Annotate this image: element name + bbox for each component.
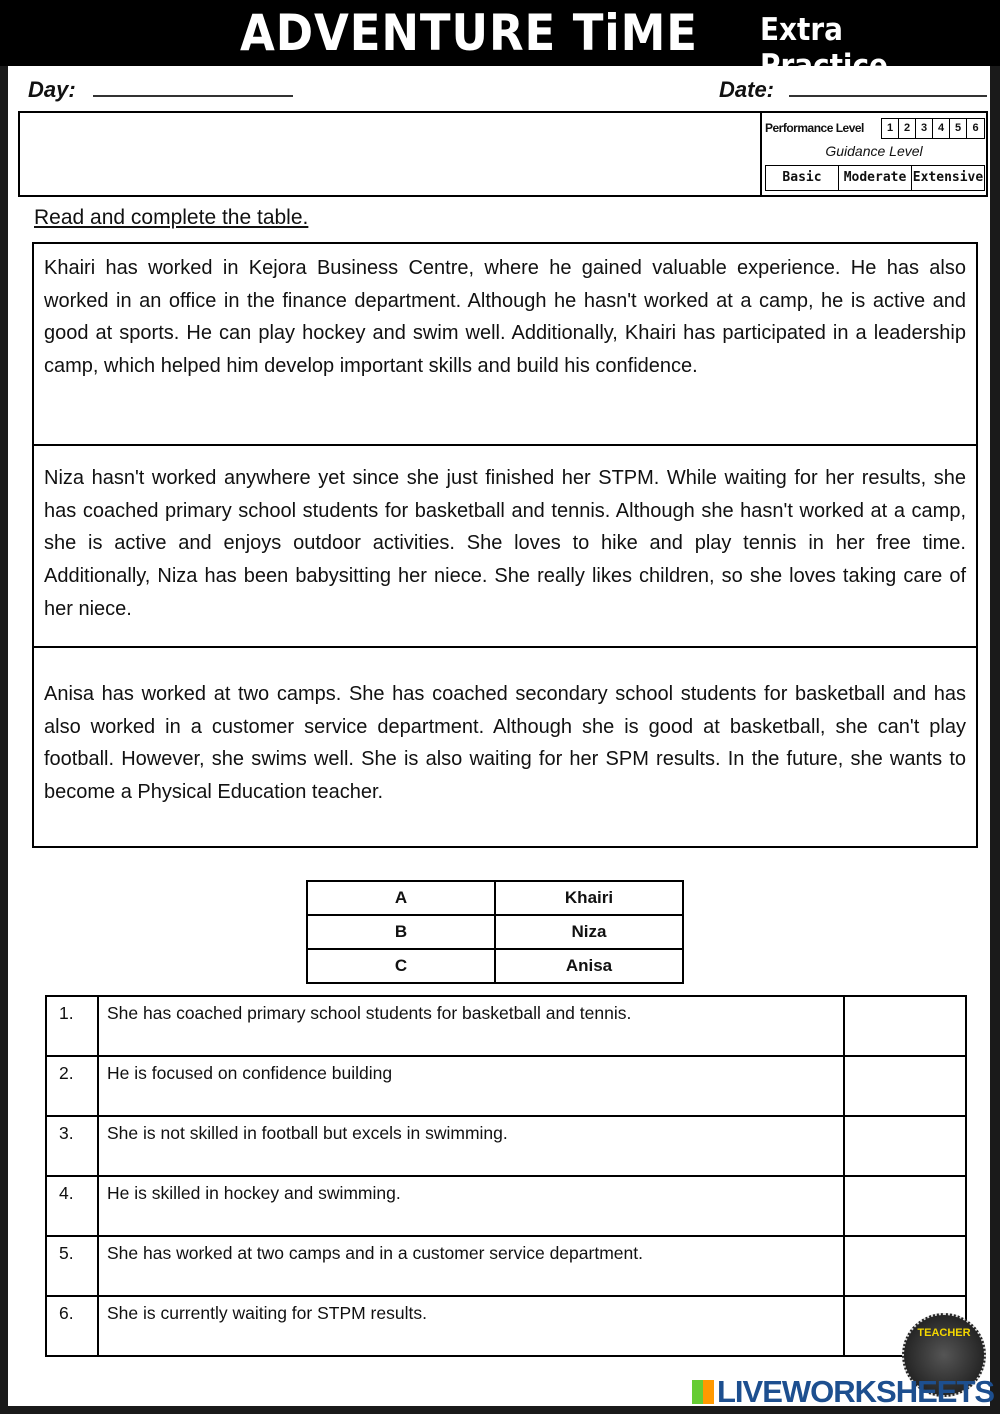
table-row	[46, 1116, 966, 1176]
key-letter: B	[307, 915, 495, 949]
statement-text: He is focused on confidence building	[98, 1056, 844, 1116]
level-4: 4	[933, 119, 950, 138]
guidance-basic: Basic	[766, 166, 839, 190]
statement-text: She is currently waiting for STPM results.	[98, 1296, 844, 1356]
passage-khairi: Khairi has worked in Kejora Business Centre, where he gained valuable experience. He has also worked in an office in the finance department. Although he hasn't worked at a camp, he is active and good at sports. He can play hockey and swim well. Additionally, Khairi has participated in a leadership camp, which helped him develop important skills and build his confidence.	[34, 244, 976, 446]
level-1: 1	[882, 119, 899, 138]
statement-text: She is not skilled in football but excels in swimming.	[98, 1116, 844, 1176]
key-row	[307, 881, 683, 915]
live-icon	[692, 1380, 714, 1404]
statement-text: She has coached primary school students for basketball and tennis.	[98, 996, 844, 1056]
table-row	[46, 1056, 966, 1116]
brand-text: LIVEWORKSHEETS	[717, 1374, 995, 1409]
answers-table	[45, 995, 967, 1357]
statement-number: 4.	[46, 1176, 98, 1236]
table-row	[46, 996, 966, 1056]
answer-input-2[interactable]	[845, 1063, 965, 1113]
performance-levels	[881, 118, 985, 139]
table-row	[46, 1176, 966, 1236]
statement-text: She has worked at two camps and in a customer service department.	[98, 1236, 844, 1296]
date-label: Date:	[719, 77, 775, 102]
statement-number: 3.	[46, 1116, 98, 1176]
passage-niza: Niza hasn't worked anywhere yet since she just finished her STPM. While waiting for her results, she has coached primary school students for basketball and tennis. Although she hasn't worked at a camp, she is active and enjoys outdoor activities. She loves to hike and play tennis in her free time. Additionally, Niza has been babysitting her niece. She really likes children, so she loves taking care of her niece.	[34, 446, 976, 648]
header-banner	[0, 0, 1000, 66]
badge-text: TEACHER	[917, 1327, 971, 1339]
key-name: Niza	[495, 915, 683, 949]
worksheet-title: ADVENTURE TiME	[240, 4, 698, 62]
date-field[interactable]	[789, 95, 987, 97]
statement-number: 2.	[46, 1056, 98, 1116]
passages-box	[32, 242, 978, 848]
guidance-levels	[765, 165, 985, 191]
guidance-moderate: Moderate	[839, 166, 912, 190]
level-5: 5	[950, 119, 967, 138]
key-letter: A	[307, 881, 495, 915]
key-name: Anisa	[495, 949, 683, 983]
passage-anisa: Anisa has worked at two camps. She has coached secondary school students for basketball and has also worked in a customer service department. Although she is good at basketball, she can't play football. However, she swims well. She is also waiting for her SPM results. In the future, she wants to become a Physical Education teacher.	[44, 683, 966, 804]
liveworksheets-logo[interactable]	[692, 1374, 994, 1410]
statement-text: He is skilled in hockey and swimming.	[98, 1176, 844, 1236]
key-table	[306, 880, 684, 984]
day-label: Day:	[28, 77, 76, 102]
level-3: 3	[916, 119, 933, 138]
worksheet-subtitle: Extra	[760, 12, 843, 48]
guidance-extensive: Extensive	[912, 170, 984, 185]
statement-number: 6.	[46, 1296, 98, 1356]
answer-input-3[interactable]	[845, 1123, 965, 1173]
answer-input-1[interactable]	[845, 1003, 965, 1053]
key-name: Khairi	[495, 881, 683, 915]
guidance-level-label: Guidance Level	[825, 143, 923, 159]
level-2: 2	[899, 119, 916, 138]
performance-level-label: Performance Level	[765, 121, 864, 135]
answer-input-4[interactable]	[845, 1183, 965, 1233]
level-6: 6	[972, 122, 979, 134]
statement-number: 1.	[46, 996, 98, 1056]
key-row	[307, 949, 683, 983]
table-row	[46, 1236, 966, 1296]
day-field[interactable]	[93, 95, 293, 97]
performance-panel	[760, 113, 986, 195]
table-row	[46, 1296, 966, 1356]
answer-input-5[interactable]	[845, 1243, 965, 1293]
statement-number: 5.	[46, 1236, 98, 1296]
info-box	[18, 111, 988, 197]
key-row	[307, 915, 683, 949]
key-letter: C	[307, 949, 495, 983]
instruction: Read and complete the table.	[34, 206, 309, 229]
